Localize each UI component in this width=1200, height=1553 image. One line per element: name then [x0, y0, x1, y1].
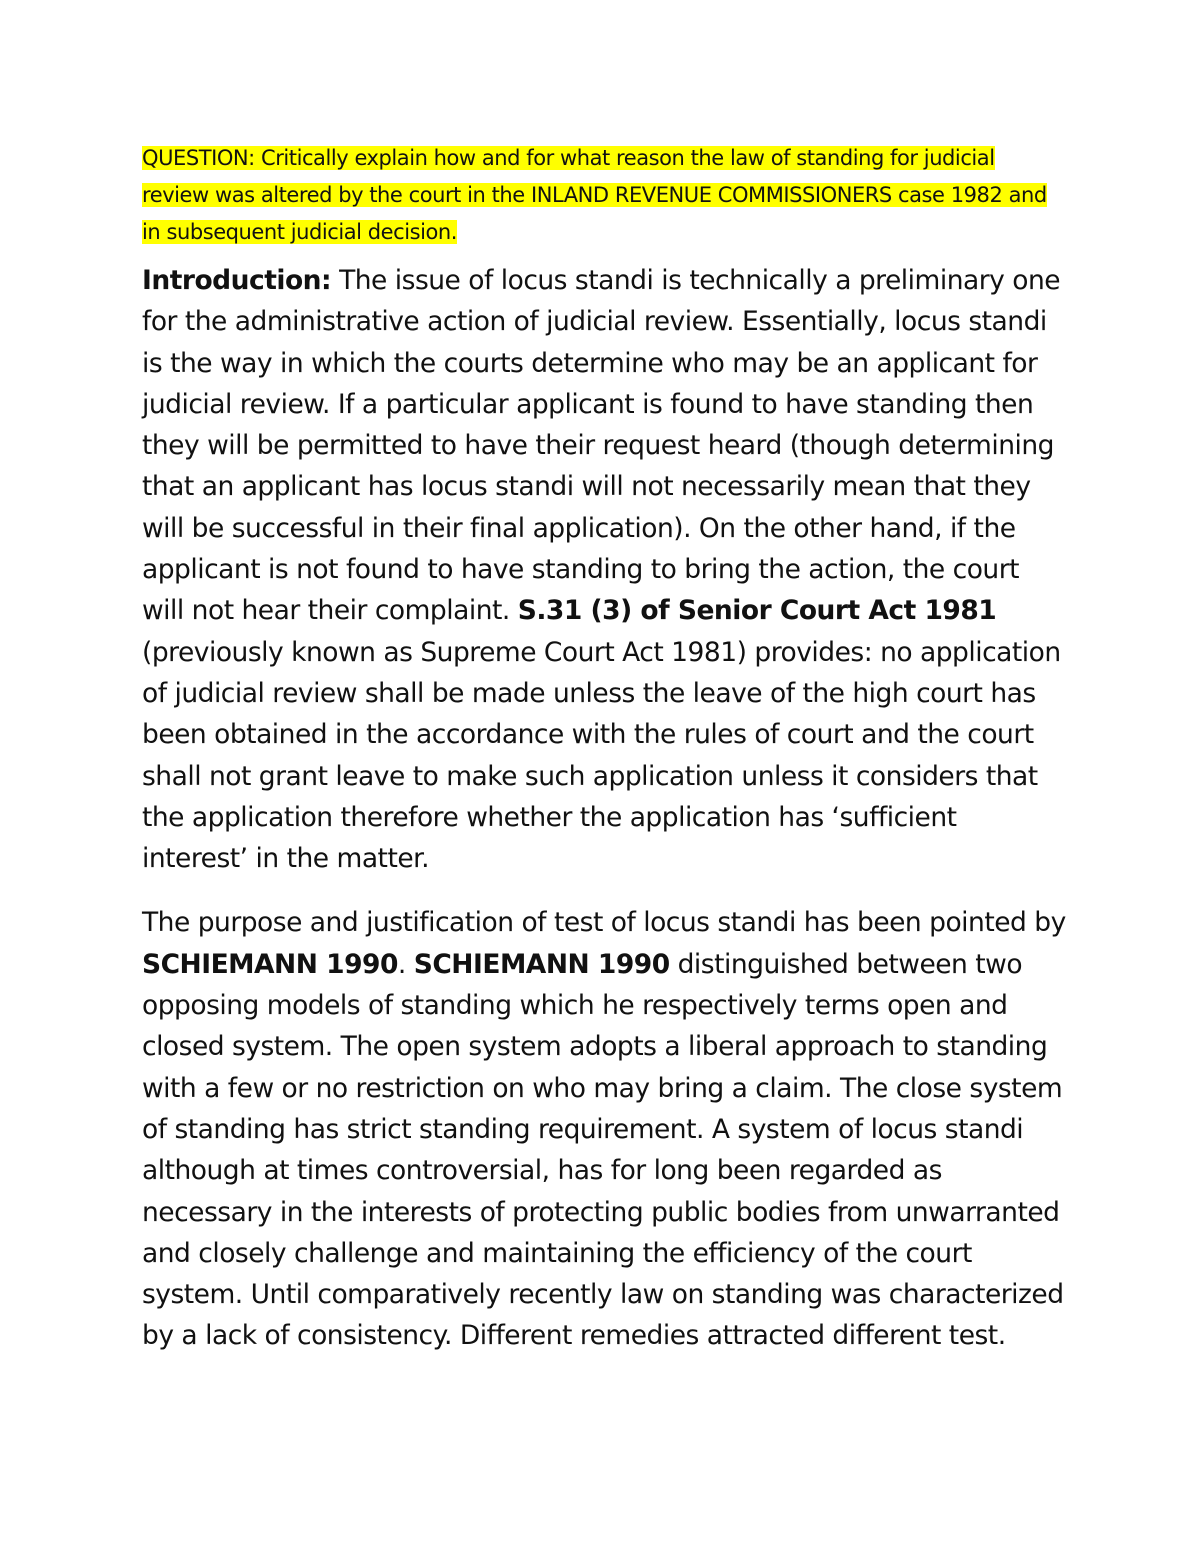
purpose-text-3: distinguished between two opposing models of standing which he respectively terms open and closed system. The open system adopts a liberal approach to standing with a few or no restriction on who may bring a claim. The close system of standing has strict standing requirement. A system of locus standi although at times controversial, has for long been regarded as necessary in the interests of protecting public bodies from unwarranted and closely challenge and maintaining the efficiency of the court system. Until comparatively recently law on standing was characterized by a lack of consistency. Different remedies attracted different test. [142, 948, 1064, 1352]
introduction-text-1: The issue of locus standi is technically a preliminary one for the administrative action of judicial review. Essentially, locus standi is the way in which the courts determine who may be an applicant for judicial review. If a particular applicant is found to have standing then they will be permitted to have their request heard (though determining that an applicant has locus standi will not necessarily mean that they will be successful in their final application). On the other hand, if the applicant is not found to have standing to bring the action, the court will not hear their complaint. [142, 265, 1061, 627]
introduction-paragraph [142, 260, 1067, 879]
introduction-label: Introduction: [142, 265, 332, 296]
purpose-text-1: The purpose and justification of test of locus standi has been pointed by [142, 907, 1066, 939]
schiemann-reference-2: SCHIEMANN 1990 [413, 948, 670, 980]
introduction-text-2: (previously known as Supreme Court Act 1981) provides: no application of judicial review shall be made unless the leave of the high court has been obtained in the accordance with the rules of court and the court shall not grant leave to make such application unless it considers that the application therefore whether the application has ‘sufficient interest’ in the matter. [142, 636, 1061, 875]
purpose-text-2: . [397, 948, 414, 980]
purpose-paragraph [142, 902, 1067, 1356]
statute-reference: S.31 (3) of Senior Court Act 1981 [517, 595, 997, 627]
question-highlighted-text: QUESTION: Critically explain how and for what reason the law of standing for judicial review was altered by the court in the INLAND REVENUE COMMISSIONERS case 1982 and in subsequent judicial decision. [142, 146, 1047, 244]
document-page [142, 140, 1067, 1380]
schiemann-reference-1: SCHIEMANN 1990 [142, 948, 398, 980]
question-paragraph [142, 140, 1067, 251]
